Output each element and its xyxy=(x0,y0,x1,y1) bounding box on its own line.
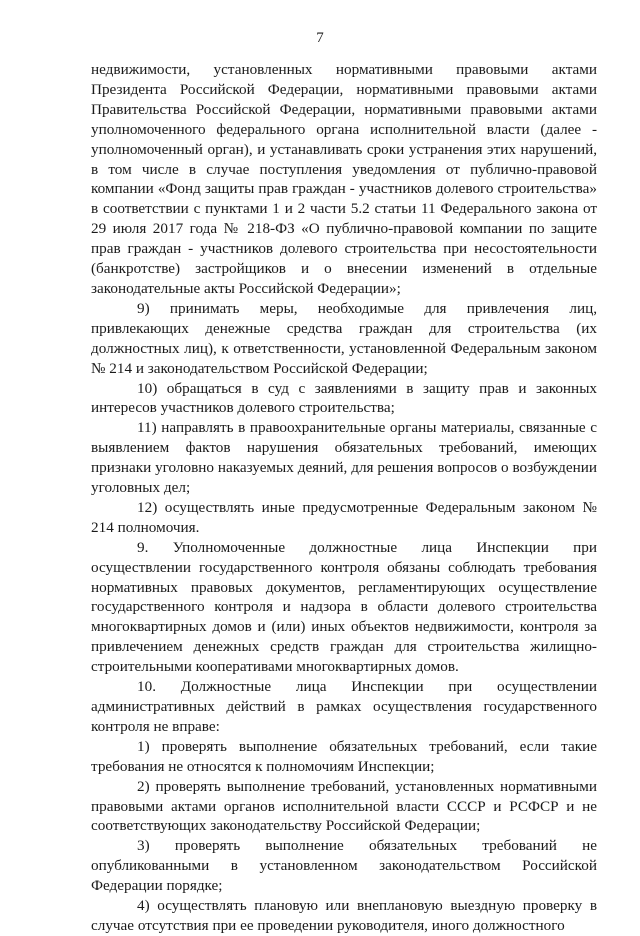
paragraph-item-11: 11) направлять в правоохранительные органы материалы, связанные с выявлением фактов нарушения обязательных требований, имеющих признаки уголовно наказуемых деяний, для решения вопросов о возбуждении уголовных дел; xyxy=(91,419,597,497)
paragraph-item-10: 10) обращаться в суд с заявлениями в защиту прав и законных интересов участников долевого строительства; xyxy=(91,379,597,417)
page-number: 7 xyxy=(316,30,324,46)
paragraph-subitem-1: 1) проверять выполнение обязательных требований, если такие требования не относятся к полномочиям Инспекции; xyxy=(91,737,597,775)
paragraph-item-9: 9) принимать меры, необходимые для привлечения лиц, привлекающих денежные средства граждан для строительства (их должностных лиц), к ответственности, установленной Федеральным законом № 214 и законодательством Российской Федерации; xyxy=(91,299,597,377)
paragraph-item-12: 12) осуществлять иные предусмотренные Федеральным законом № 214 полномочия. xyxy=(91,498,597,536)
paragraph-clause-10: 10. Должностные лица Инспекции при осуществлении административных действий в рамках осуществления государственного контроля не вправе: xyxy=(91,678,597,735)
paragraph-subitem-3: 3) проверять выполнение обязательных требований не опубликованными в установленном законодательством Российской Федерации порядке; xyxy=(91,837,597,895)
paragraph-subitem-4: 4) осуществлять плановую или внеплановую выездную проверку в случае отсутствия при ее проведении руководителя, иного должностного xyxy=(91,897,597,934)
paragraph-clause-9: 9. Уполномоченные должностные лица Инспекции при осуществлении государственного контроля обязаны соблюдать требования нормативных правовых документов, регламентирующих осуществление государственного контроля и надзора в области долевого строительства многоквартирных домов и (или) иных объектов недвижимости, контроля за привлечением денежных средств граждан для строительства жилищно-строительными кооперативами многоквартирных домов. xyxy=(91,538,597,676)
paragraph-continuation: недвижимости, установленных нормативными правовыми актами Президента Российской Федерации, нормативными правовыми актами Правительства Российской Федерации, нормативными правовыми актами уполномоченного федерального органа исполнительной власти (далее - уполномоченный орган), и устанавливать сроки устранения этих нарушений, в том числе в случае поступления уведомления от публично-правовой компании «Фонд защиты прав граждан - участников долевого строительства» в соответствии с пунктами 1 и 2 части 5.2 статьи 11 Федерального закона от 29 июля 2017 года № 218-ФЗ «О публично-правовой компании по защите прав граждан - участников долевого строительства при несостоятельности (банкротстве) застройщиков и о внесении изменений в отдельные законодательные акты Российской Федерации»; xyxy=(91,61,597,297)
paragraph-subitem-2: 2) проверять выполнение требований, установленных нормативными правовыми актами органов исполнительной власти СССР и РСФСР и не соответствующих законодательству Российской Федерации; xyxy=(91,777,597,835)
document-body xyxy=(91,60,597,936)
